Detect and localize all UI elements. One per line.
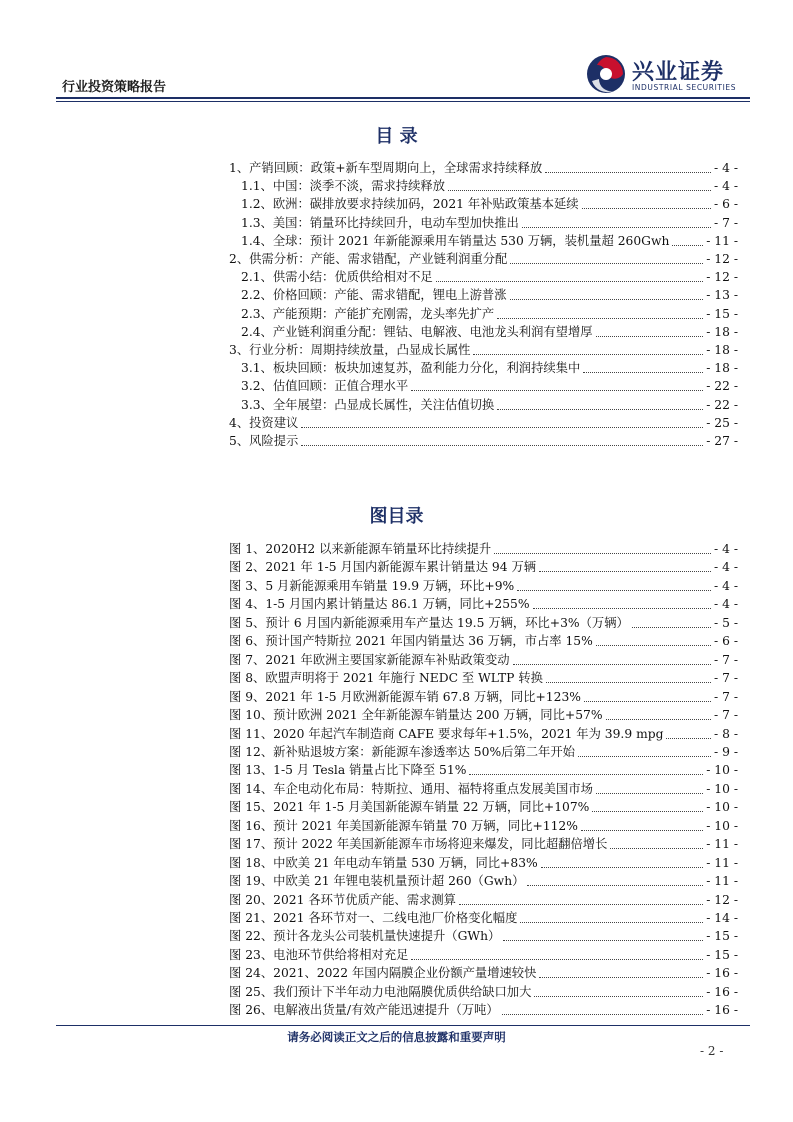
toc-entry[interactable] [229,342,738,359]
dot-leader [533,608,711,609]
dot-leader [517,590,711,591]
figure-toc-entry-title: 图 7、2021 年欧洲主要国家新能源车补贴政策变动 [229,652,510,667]
dot-leader [610,848,703,849]
dot-leader [494,553,711,554]
figure-toc-entry[interactable] [229,559,738,576]
toc-entry[interactable] [241,397,738,414]
dot-leader [502,1014,704,1015]
figure-toc-entry-title: 图 2、2021 年 1-5 月国内新能源车累计销量达 94 万辆 [229,560,537,575]
figure-toc-entry-page: - 7 - [714,671,738,686]
toc-entry[interactable] [241,287,738,304]
toc-entry[interactable] [241,306,738,323]
figure-toc-entry-title: 图 12、新补贴退坡方案：新能源车渗透率达 50%后第二年开始 [229,744,575,759]
figure-toc-entry-title: 图 17、预计 2022 年美国新能源车市场将迎来爆发，同比超翻倍增长 [229,837,608,852]
dot-leader [513,664,711,665]
figure-toc-entry[interactable] [229,578,738,595]
figure-toc-entry-title: 图 1、2020H2 以来新能源车销量环比持续提升 [229,542,492,556]
figure-toc-entry[interactable] [229,596,738,613]
toc-entry[interactable] [241,196,738,213]
dot-leader [459,904,703,905]
toc-entry-page: - 12 - [706,270,738,285]
figure-toc-entry[interactable] [229,633,738,650]
dot-leader [497,409,703,410]
toc-entry-title: 1.2、欧洲：碳排放要求持续加码，2021 年补贴政策基本延续 [241,197,579,212]
figure-toc-entry-page: - 4 - [714,578,738,593]
figure-toc-entry-page: - 11 - [706,855,738,870]
figure-toc-entry-page: - 16 - [706,1003,738,1018]
toc-entry-title: 1.3、美国：销量环比持续回升，电动车型加快推出 [241,215,519,230]
figure-toc-entry-page: - 4 - [714,560,738,575]
toc-entry-page: - 4 - [714,179,738,194]
toc-entry-page: - 6 - [714,197,738,212]
figure-toc-entry-title: 图 3、5 月新能源乘用车销量 19.9 万辆，环比+9% [229,578,515,593]
figure-toc-entry-page: - 6 - [714,634,738,649]
dot-leader [672,245,703,246]
figure-toc-entry[interactable] [229,836,738,853]
dot-leader [584,701,711,702]
dot-leader [596,793,703,794]
toc-entry[interactable] [229,251,738,268]
dot-leader [592,811,703,812]
toc-entry-page: - 12 - [706,252,738,266]
toc-entry-page: - 25 - [706,415,738,430]
figure-toc-entry-page: - 5 - [714,615,738,630]
figure-toc-entry[interactable] [229,818,738,835]
figure-toc-entry-page: - 10 - [706,763,738,778]
figure-toc-entry[interactable] [229,855,738,872]
toc-entry-page: - 22 - [706,379,738,394]
figure-toc-entry[interactable] [229,615,738,632]
figure-toc-entry-title: 图 9、2021 年 1-5 月欧洲新能源车销 67.8 万辆，同比+123% [229,689,581,704]
figure-toc-entry[interactable] [229,947,738,964]
toc-entry-title: 3、行业分析：周期持续放量，凸显成长属性 [229,343,471,357]
figure-toc-entry-page: - 7 - [714,708,738,723]
toc-entry-page: - 4 - [714,161,738,175]
figure-toc-entry[interactable] [229,744,738,761]
dot-leader [632,627,711,628]
figure-toc-entry[interactable] [229,799,738,816]
toc-entry-page: - 15 - [706,306,738,321]
dot-leader [473,354,703,355]
figure-toc-entry-title: 图 25、我们预计下半年动力电池隔膜优质供给缺口加大 [229,984,532,999]
figure-toc-entry-page: - 11 - [706,874,738,889]
figure-toc-entry-page: - 11 - [706,837,738,852]
toc-entry-title: 5、风险提示 [229,434,299,448]
figure-toc-entry[interactable] [229,910,738,927]
figure-toc-entry[interactable] [229,892,738,909]
figure-toc-entry[interactable] [229,873,738,890]
toc-entry-title: 1.4、全球：预计 2021 年新能源乘用车销量达 530 万辆，装机量超 260Gwh [241,233,670,248]
logo-english-name: INDUSTRIAL SECURITIES [632,83,737,92]
figure-toc-entry-title: 图 16、预计 2021 年美国新能源车销量 70 万辆，同比+112% [229,818,578,833]
figure-toc-entry[interactable] [229,652,738,669]
toc-entry[interactable] [241,215,738,232]
toc-entry-title: 2.1、供需小结：优质供给相对不足 [241,270,433,285]
figure-toc-entry-page: - 16 - [706,984,738,999]
page-number: - 2 - [700,1044,724,1058]
dot-leader [596,336,704,337]
figure-toc-entry-title: 图 24、2021、2022 年国内隔膜企业份额产量增速较快 [229,966,537,981]
figure-toc-entry-title: 图 23、电池环节供给将相对充足 [229,947,409,962]
figure-toc-entry-title: 图 10、预计欧洲 2021 全年新能源车销量达 200 万辆，同比+57% [229,708,603,723]
dot-leader [436,281,704,282]
toc-entry-page: - 7 - [714,215,738,230]
figure-toc-entry-title: 图 21、2021 各环节对一、二线电池厂价格变化幅度 [229,911,518,925]
toc-entry-page: - 27 - [706,434,738,448]
dot-leader [534,996,703,997]
figure-toc-entry[interactable] [229,541,738,558]
toc-entry[interactable] [229,160,738,177]
toc-entry[interactable] [241,233,738,250]
toc-entry-title: 3.2、估值回顾：正值合理水平 [241,379,409,394]
toc-entry[interactable] [229,433,738,450]
figure-toc-entry-title: 图 13、1-5 月 Tesla 销量占比下降至 51% [229,763,467,778]
dot-leader [666,738,711,739]
footer-rule [56,1025,750,1026]
figure-toc-entry-title: 图 19、中欧美 21 年锂电装机量预计超 260（Gwh） [229,874,525,889]
toc-entry-title: 2.4、产业链利润重分配：锂钴、电解液、电池龙头利润有望增厚 [241,324,593,339]
figure-toc-entry-page: - 8 - [714,726,738,741]
dot-leader [503,940,703,941]
figure-toc-entry[interactable] [229,781,738,798]
dot-leader [546,682,711,683]
company-logo [585,53,755,99]
figure-toc-entry-title: 图 5、预计 6 月国内新能源乘用车产量达 19.5 万辆，环比+3%（万辆） [229,615,629,630]
toc-entry-page: - 11 - [706,233,738,248]
figure-toc-entry-page: - 16 - [706,966,738,981]
dot-leader [541,867,704,868]
dot-leader [582,208,711,209]
figure-toc-entry[interactable] [229,984,738,1001]
figure-toc-entry-title: 图 26、电解液出货量/有效产能迅速提升（万吨） [229,1003,499,1018]
report-type-label: 行业投资策略报告 [62,80,167,95]
toc-entry[interactable] [241,269,738,286]
dot-leader [411,390,703,391]
toc-entry-page: - 22 - [706,397,738,412]
figure-toc-entry-page: - 4 - [714,597,738,612]
toc-entry-page: - 18 - [706,343,738,357]
dot-leader [510,299,704,300]
dot-leader [301,427,703,428]
toc-entry-title: 3.3、全年展望：凸显成长属性，关注估值切换 [241,397,495,412]
logo-chinese-name: 兴业证券 [632,60,725,85]
dot-leader [539,977,703,978]
dot-leader [448,190,711,191]
toc-title: 目 录 [375,126,418,147]
toc-entry-title: 2.2、价格回顾：产能、需求错配，锂电上游普涨 [241,288,507,303]
dot-leader [527,885,703,886]
figure-toc-entry-page: - 10 - [706,800,738,815]
figure-toc-entry-title: 图 8、欧盟声明将于 2021 年施行 NEDC 至 WLTP 转换 [229,671,543,686]
figure-toc-entry-page: - 15 - [706,947,738,962]
dot-leader [545,172,711,173]
header-rule-thin [56,101,750,102]
figure-toc-entry[interactable] [229,707,738,724]
disclaimer-notice: 请务必阅读正文之后的信息披露和重要声明 [287,1030,506,1044]
toc-entry-title: 1.1、中国：淡季不淡，需求持续释放 [241,179,446,194]
figure-toc-entry-title: 图 11、2020 年起汽车制造商 CAFE 要求每年+1.5%，2021 年为 39.9 mpg [229,726,664,741]
figure-toc-entry-page: - 10 - [706,818,738,833]
figure-toc-entry-page: - 15 - [706,929,738,944]
figure-toc-entry[interactable] [229,928,738,945]
figure-toc-entry[interactable] [229,965,738,982]
toc-entry[interactable] [241,178,738,195]
toc-entry-title: 2.3、产能预期：产能扩充刚需，龙头率先扩产 [241,306,495,321]
figure-toc-entry-page: - 12 - [706,892,738,907]
figure-toc-entry-page: - 7 - [714,689,738,704]
toc-entry[interactable] [241,324,738,341]
figure-toc-entry-title: 图 15、2021 年 1-5 月美国新能源车销量 22 万辆，同比+107% [229,800,590,815]
toc-entry-title: 4、投资建议 [229,415,299,430]
dot-leader [469,774,703,775]
dot-leader [606,719,712,720]
dot-leader [522,227,711,228]
figure-toc-entry-title: 图 6、预计国产特斯拉 2021 年国内销量达 36 万辆，市占率 15% [229,634,593,649]
figure-toc-entry-page: - 10 - [706,781,738,796]
toc-entry[interactable] [241,378,738,395]
figure-toc-entry-title: 图 20、2021 各环节优质产能、需求测算 [229,892,456,907]
toc-entry[interactable] [241,360,738,377]
toc-entry-title: 1、产销回顾：政策+新车型周期向上，全球需求持续释放 [229,161,543,175]
figure-toc-entry[interactable] [229,762,738,779]
figure-toc-entry-title: 图 18、中欧美 21 年电动车销量 530 万辆，同比+83% [229,855,538,870]
figure-toc-entry[interactable] [229,1002,738,1019]
figure-toc-entry-page: - 4 - [714,542,738,556]
figure-toc-entry[interactable] [229,689,738,706]
figure-toc-entry-page: - 7 - [714,652,738,667]
figure-toc-entry[interactable] [229,726,738,743]
dot-leader [301,445,703,446]
dot-leader [497,318,703,319]
dot-leader [581,830,703,831]
dot-leader [583,372,703,373]
logo-swirl-icon [585,53,627,95]
figure-toc-entry-page: - 9 - [714,744,738,759]
dot-leader [539,571,711,572]
dot-leader [578,756,711,757]
dot-leader [510,263,703,264]
figure-toc-entry-title: 图 22、预计各龙头公司装机量快速提升（GWh） [229,929,501,944]
figure-toc-entry-page: - 14 - [706,911,738,925]
figure-toc-entry[interactable] [229,670,738,687]
figure-toc-entry-title: 图 14、车企电动化布局：特斯拉、通用、福特将重点发展美国市场 [229,781,593,796]
toc-entry[interactable] [229,415,738,432]
toc-entry-title: 2、供需分析：产能、需求错配，产业链利润重分配 [229,252,508,266]
dot-leader [520,922,703,923]
dot-leader [596,645,711,646]
header-rule [56,97,750,99]
toc-entry-page: - 18 - [706,324,738,339]
toc-entry-page: - 18 - [706,361,738,376]
toc-entry-title: 3.1、板块回顾：板块加速复苏，盈利能力分化，利润持续集中 [241,361,581,376]
figure-toc-entry-title: 图 4、1-5 月国内累计销量达 86.1 万辆，同比+255% [229,597,530,612]
toc-entry-page: - 13 - [706,288,738,303]
dot-leader [411,959,703,960]
figure-toc-title: 图目录 [369,506,424,527]
